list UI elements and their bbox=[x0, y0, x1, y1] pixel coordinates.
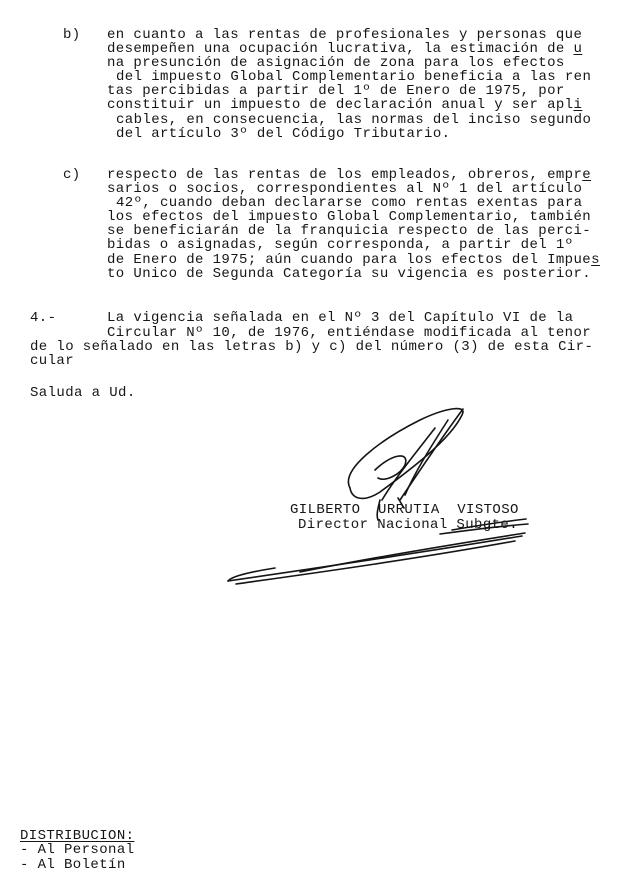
signature-stroke bbox=[405, 420, 448, 495]
signature-stroke bbox=[236, 541, 515, 584]
item-b-line: na presunción de asignación de zona para los efectos bbox=[107, 55, 565, 71]
underlined-letter: e bbox=[582, 167, 592, 183]
signature-stroke bbox=[300, 533, 525, 572]
item-b-line bbox=[107, 98, 582, 112]
item-4-line: Circular Nº 10, de 1976, entiéndase modificada al tenor bbox=[107, 325, 592, 341]
signature-stroke bbox=[348, 409, 463, 499]
item-label-c: c) bbox=[63, 167, 81, 183]
signature-stroke bbox=[382, 428, 435, 500]
item-b-line: cables, en consecuencia, las normas del inciso segundo bbox=[116, 112, 592, 128]
line-text: constituir un impuesto de declaración anual y ser apl bbox=[107, 97, 574, 113]
signature-stroke bbox=[228, 568, 275, 581]
item-c-line bbox=[107, 253, 600, 267]
signature-stroke bbox=[400, 409, 463, 500]
item-c-line: los efectos del impuesto Global Complementario, también bbox=[107, 209, 592, 225]
underlined-letter: s bbox=[591, 252, 600, 268]
signature-stroke bbox=[228, 536, 522, 581]
item-4-line: de lo señalado en las letras b) y c) del número (3) de esta Cir- bbox=[30, 339, 594, 355]
signatory-title: Director Nacional Subgte. bbox=[298, 517, 519, 533]
item-4-line: cular bbox=[30, 353, 75, 369]
item-4-line: La vigencia señalada en el Nº 3 del Capítulo VI de la bbox=[107, 310, 574, 326]
line-text: de Enero de 1975; aún cuando para los efectos del Impue bbox=[107, 252, 592, 268]
distribution-item: - Al Boletín bbox=[20, 857, 126, 873]
item-c-line: sarios o socios, correspondientes al Nº 1 del artículo bbox=[107, 181, 583, 197]
underlined-letter: u bbox=[573, 41, 583, 57]
signature-stroke bbox=[375, 456, 406, 479]
item-b-line: del impuesto Global Complementario beneficia a las ren bbox=[116, 69, 592, 85]
signature bbox=[220, 400, 540, 595]
line-text: desempeñen una ocupación lucrativa, la estimación de bbox=[107, 41, 574, 57]
signatory-name: GILBERTO URRUTIA VISTOSO bbox=[290, 502, 519, 518]
item-b-line: del artículo 3º del Código Tributario. bbox=[116, 126, 451, 142]
item-label-4: 4.- bbox=[30, 310, 57, 326]
item-c-line: 42º, cuando deban declararse como rentas exentas para bbox=[116, 195, 583, 211]
item-label-b: b) bbox=[63, 27, 81, 43]
item-c-line: bidas o asignadas, según corresponda, a partir del 1º bbox=[107, 237, 574, 253]
distribution-item: - Al Personal bbox=[20, 842, 135, 858]
item-c-line bbox=[107, 168, 591, 182]
closing-greeting: Saluda a Ud. bbox=[30, 385, 136, 401]
distribution-heading: DISTRIBUCION: bbox=[20, 828, 135, 844]
item-b-line: en cuanto a las rentas de profesionales y personas que bbox=[107, 27, 583, 43]
line-text: respecto de las rentas de los empleados, obreros, empr bbox=[107, 167, 583, 183]
item-b-line bbox=[107, 42, 582, 56]
item-c-line: to Unico de Segunda Categoría su vigencia es posterior. bbox=[107, 266, 592, 282]
underlined-letter: i bbox=[573, 97, 583, 113]
item-b-line: tas percibidas a partir del 1º de Enero de 1975, por bbox=[107, 83, 565, 99]
item-c-line: se beneficiarán de la franquicia respecto de las perci- bbox=[107, 223, 592, 239]
